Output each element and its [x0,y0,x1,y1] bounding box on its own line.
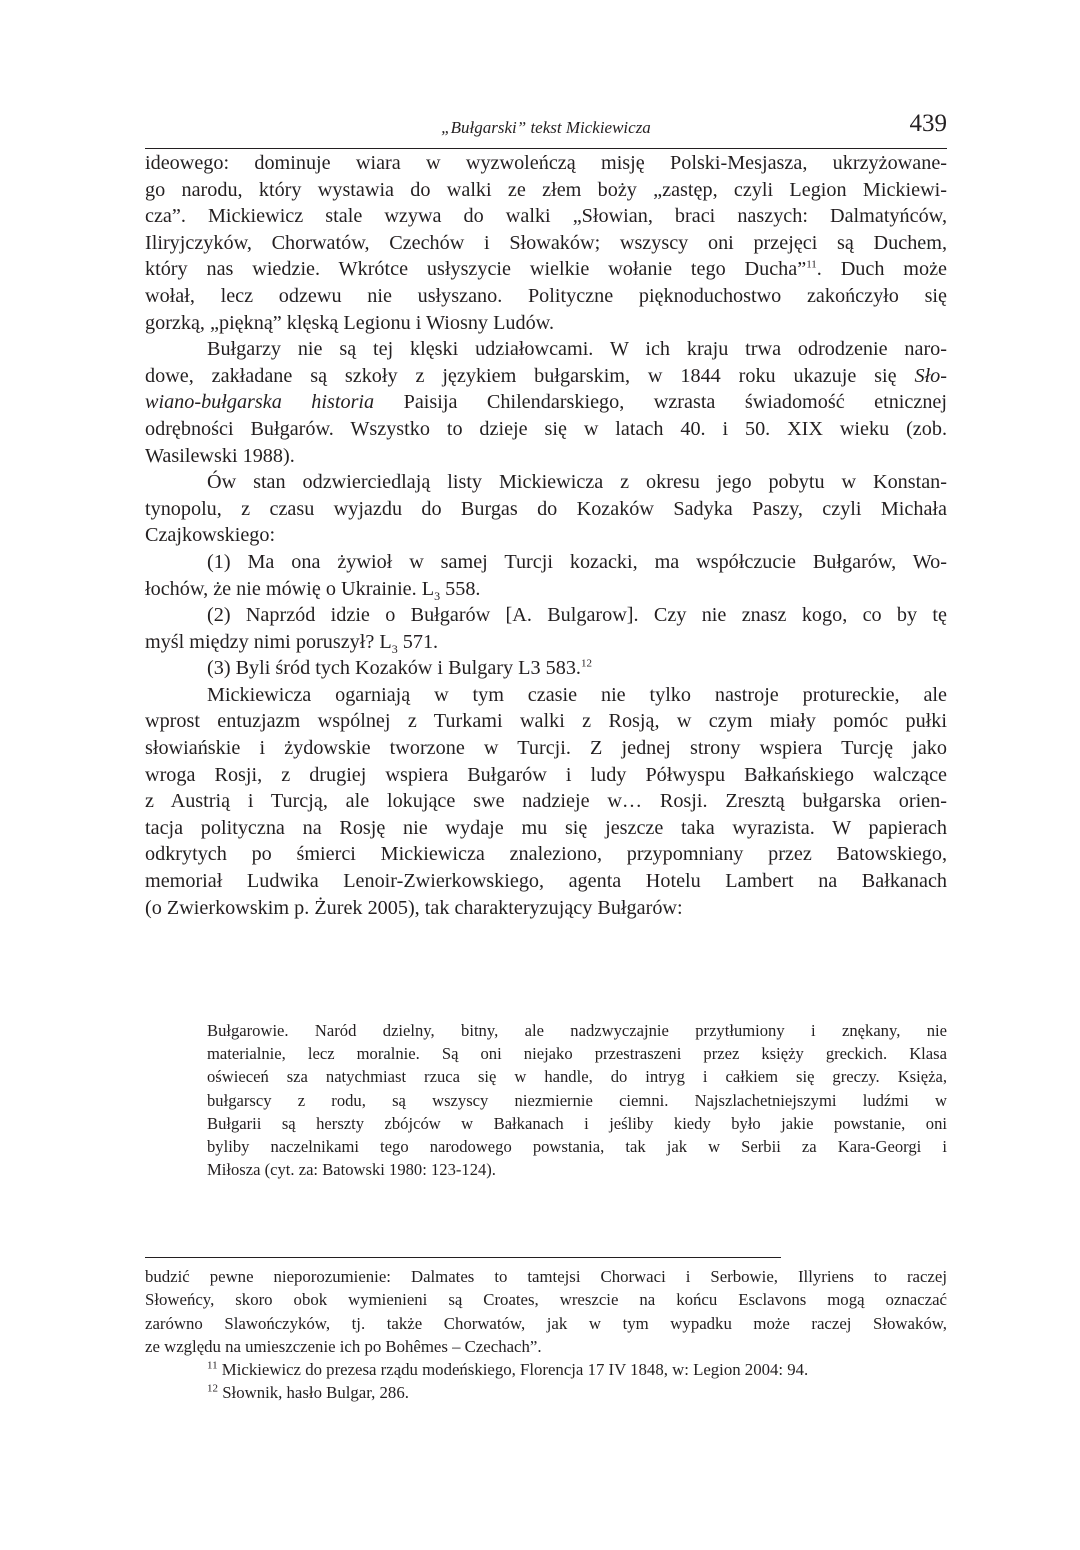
quote-line: Bułgarii są herszty zbójców w Bałkanach i jeśliby kiedy było jakie powstanie, oni [207,1113,947,1133]
quote-line: Miłosza (cyt. za: Batowski 1980: 123-124). [207,1160,496,1180]
footnote-11 [145,1358,947,1381]
footnote-ref-11: 11 [806,258,817,271]
text-fragment: dowe, zakładane są szkoły z językiem bułgarskim, w 1844 roku ukazuje się [145,364,915,387]
footnote-mark: 12 [207,1382,218,1395]
text-line: Ów stan odzwierciedlają listy Mickiewicza z okresu jego pobytu w Konstan- [207,471,947,494]
footnote-line: zarówno Slawończyków, tj. także Chorwatów, jak w tym wypadku może raczej Słowaków, [145,1313,947,1333]
book-title: wiano-bułgarska historia [145,391,375,414]
footnote-text: Mickiewicz do prezesa rządu modeńskiego, Florencja 17 IV 1848, w: Legion 2004: 94. [217,1360,809,1380]
text-line: (2) Naprzód idzie o Bułgarów [A. Bulgarow]. Czy nie znasz kogo, co by tę [207,604,947,627]
text-fragment: który nas wiedzie. Wkrótce usłyszycie wielkie wołanie tego Ducha” [145,258,807,281]
quote-line: oświeceń sza natychmiast rzuca się w handle, do intryg i całkiem się greczy. Księża, [207,1067,947,1087]
text-line: gorzką, „piękną” klęską Legionu i Wiosny Ludów. [145,311,554,334]
subscript: 3 [391,641,398,656]
text-line [145,655,947,682]
footnote-line: ze względu na umieszczenie ich po Bohêmes – Czechach”. [145,1336,542,1356]
page-number: 439 [909,110,947,137]
example-3 [145,655,947,682]
text-line: Iliryjczyków, Chorwatów, Czechów i Słowaków; wszyscy oni przejęci są Duchem, [145,231,947,254]
footnote-ref-12: 12 [580,657,592,670]
paragraph-2 [145,336,947,469]
text-line [145,363,947,390]
text-line: Wasilewski 1988). [145,444,295,467]
text-fragment: 571. [397,630,439,653]
footnote-mark: 11 [207,1359,218,1372]
text-line: tynopolu, z czasu wyjazdu do Burgas do Kozaków Sadyka Paszy, czyli Michała [145,497,947,520]
footnote-line: budzić pewne nieporozumienie: Dalmates to tamtejsi Chorwaci i Serbowie, Illyriens to raczej [145,1267,947,1286]
footnote-line: Słoweńcy, skoro obok wymienieni są Croates, wreszcie na końcu Esclavons mogą oznaczać [145,1290,947,1310]
text-line: słowiańskie i żydowskie tworzone w Turcji. Z jednej strony wspiera Turcję jako [145,737,947,760]
text-line: ideowego: dominuje wiara w wyzwoleńczą misję Polski-Mesjasza, ukrzyżowane- [145,152,947,174]
footnote-12 [145,1381,947,1404]
quote-line: byliby naczelnikami tego narodowego powstania, tak jak w Serbii za Kara-Georgi i [207,1137,947,1157]
quote-line: Bułgarowie. Naród dzielny, bitny, ale nadzwyczajnie przytłumiony i znękany, nie [207,1021,947,1040]
footnote-text: Słownik, hasło Bulgar, 286. [218,1383,409,1403]
example-2 [145,602,947,655]
text-line: z Austrią i Turcją, ale lokujące swe nadzieje w… Rosji. Zresztą bułgarska orien- [145,790,947,813]
text-fragment: myśl między nimi poruszył? L [145,630,392,653]
text-fragment: Paisija Chilendarskiego, wzrasta świadomość etnicznej [374,391,947,414]
text-line [145,576,947,603]
main-text [145,150,947,921]
text-fragment: (3) Byli śród tych Kozaków i Bulgary L3 583. [207,657,581,680]
subscript: 3 [434,588,441,603]
text-line: Bułgarzy nie są tej klęski udziałowcami. W ich kraju trwa odrodzenie naro- [207,338,947,361]
text-line: wprost entuzjazm wspólnej z Turkami walki z Rosją, w czym miały pomóc pułki [145,710,947,733]
text-line: wołał, lecz odzewu nie usłyszano. Polityczne pięknoduchostwo zakończyło się [145,284,947,307]
footnote-divider [145,1257,781,1258]
running-title: „Bułgarski” tekst Mickiewicza [441,118,651,137]
text-line: Mickiewicza ogarniają w tym czasie nie tylko nastroje protureckie, ale [207,683,947,706]
text-line: (1) Ma ona żywioł w samej Turcji kozacki, ma współczucie Bułgarów, Wo- [207,550,947,573]
paragraph-1 [145,150,947,336]
footnotes [145,1265,947,1405]
text-line: go narodu, który wystawia do walki ze złem boży „zastęp, czyli Legion Mickiewi- [145,178,947,201]
quote-line: bułgarscy z rodu, są wszyscy niezmiernie ciemni. Najszlachetniejszymi ludźmi w [207,1090,947,1110]
text-line: cza”. Mickiewicz stale wzywa do walki „Słowian, braci naszych: Dalmatyńców, [145,205,947,228]
text-line [145,389,947,416]
paragraph-4 [145,682,947,921]
text-line: tacja polityczna na Rosję nie wydaje mu się jeszcze taka wyrazista. W papierach [145,816,947,839]
text-line: memoriał Ludwika Lenoir-Zwierkowskiego, agenta Hotelu Lambert na Bałkanach [145,870,947,893]
paragraph-3 [145,469,947,549]
text-line: (o Zwierkowskim p. Żurek 2005), tak charakteryzujący Bułgarów: [145,896,683,919]
text-line [145,629,947,656]
book-title: Sło- [914,364,947,387]
text-line: odrębności Bułgarów. Wszystko to dzieje się w latach 40. i 50. XIX wieku (zob. [145,417,947,440]
quote-line: materialnie, lecz moralnie. Są oni niejako przestraszeni przez księży greckich. Klasa [207,1044,947,1064]
running-header [145,110,947,149]
text-line: wroga Rosji, z drugiej wspiera Bułgarów i ludy Półwyspu Bałkańskiego walczące [145,763,947,786]
example-1 [145,549,947,602]
text-fragment: 558. [440,577,481,600]
text-line: odkrytych po śmierci Mickiewicza znaleziono, przypomniany przez Batowskiego, [145,843,947,866]
block-quote [207,1019,947,1181]
text-fragment: . Duch może [816,258,947,281]
text-line: Czajkowskiego: [145,524,276,547]
text-line [145,256,947,283]
text-fragment: łochów, że nie mówię o Ukrainie. L [145,577,435,600]
